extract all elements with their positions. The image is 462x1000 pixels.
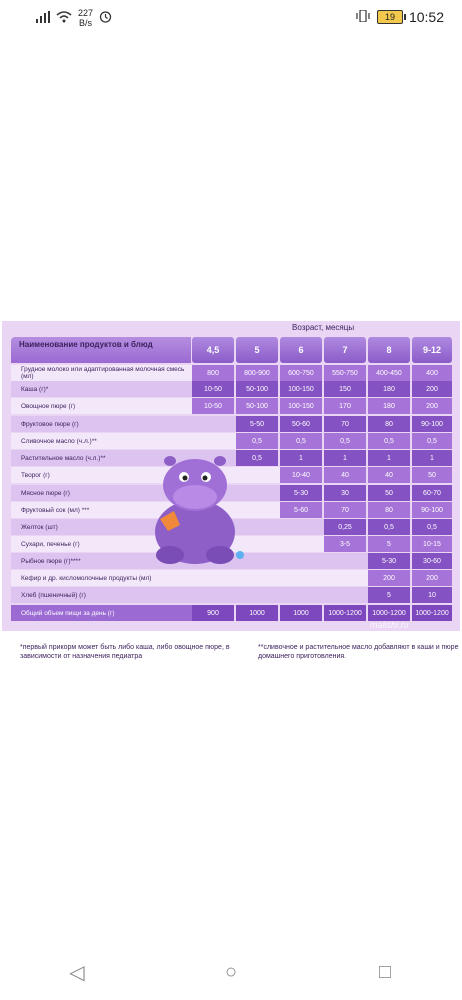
vibrate-icon	[355, 10, 371, 25]
table-cell: 1000	[280, 605, 322, 621]
row-label: Рыбное пюре (г)****	[11, 553, 368, 569]
table-cell: 0,5	[324, 433, 366, 449]
table-cell: 0,5	[236, 433, 278, 449]
table-cell: 3-5	[324, 536, 366, 552]
table-cell: 1	[412, 450, 452, 466]
table-cell: 1000-1200	[412, 605, 452, 621]
table-cell: 200	[412, 398, 452, 414]
network-speed	[78, 8, 93, 28]
table-cell: 1000	[236, 605, 278, 621]
table-cell: 1	[280, 450, 322, 466]
row-label: Грудное молоко или адаптированная молочная смесь (мл)	[11, 365, 192, 381]
age-header: 5	[236, 337, 278, 363]
table-cell: 400-450	[368, 365, 410, 381]
table-cell: 800-900	[236, 365, 278, 381]
age-header: 8	[368, 337, 410, 363]
age-label: Возраст, месяцы	[292, 323, 355, 332]
row-label: Мясное пюре (г)	[11, 485, 280, 501]
table-cell: 1	[368, 450, 410, 466]
table-cell: 550-750	[324, 365, 366, 381]
wifi-icon	[56, 11, 72, 26]
table-cell: 170	[324, 398, 366, 414]
alarm-icon	[99, 10, 112, 26]
table-cell: 30-60	[412, 553, 452, 569]
back-button[interactable]: ◁	[69, 962, 85, 984]
table-cell: 200	[412, 381, 452, 397]
table-cell: 30	[324, 485, 366, 501]
table-cell: 10-50	[192, 381, 234, 397]
navigation-bar	[0, 945, 462, 1000]
table-cell: 0,25	[324, 519, 366, 535]
row-label: Желток (шт)	[11, 519, 324, 535]
table-cell: 10-15	[412, 536, 452, 552]
row-label: Растительное масло (ч.л.)**	[11, 450, 236, 466]
table-cell: 100-150	[280, 398, 322, 414]
table-cell: 10-40	[280, 467, 322, 483]
recent-apps-button[interactable]: □	[378, 961, 392, 983]
table-cell: 180	[368, 398, 410, 414]
row-label: Хлеб (пшеничный) (г)	[11, 587, 368, 603]
table-cell: 1	[324, 450, 366, 466]
row-label: Фруктовый сок (мл) ***	[11, 502, 280, 518]
network-speed-value: 227	[78, 8, 94, 18]
table-cell: 50	[368, 485, 410, 501]
table-cell: 0,5	[280, 433, 322, 449]
row-label: Овощное пюре (г)	[11, 398, 192, 414]
table-cell: 10	[412, 587, 452, 603]
table-cell: 5-60	[280, 502, 322, 518]
table-cell: 90-100	[412, 416, 452, 432]
table-cell: 600-750	[280, 365, 322, 381]
table-cell: 1000-1200	[368, 605, 410, 621]
table-cell: 800	[192, 365, 234, 381]
table-cell: 90-100	[412, 502, 452, 518]
table-cell: 70	[324, 502, 366, 518]
table-cell: 150	[324, 381, 366, 397]
table-cell: 100-150	[280, 381, 322, 397]
table-cell: 80	[368, 502, 410, 518]
table-cell: 50-60	[280, 416, 322, 432]
network-speed-unit: B/s	[79, 18, 93, 28]
table-cell: 60-70	[412, 485, 452, 501]
table-cell: 80	[368, 416, 410, 432]
table-cell: 40	[324, 467, 366, 483]
table-cell: 900	[192, 605, 234, 621]
footnote-right: **сливочное и растительное масло добавляют в каши и пюре домашнего приготовления.	[258, 644, 459, 660]
status-time: 10:52	[408, 9, 444, 25]
watermark: malishi.ru	[370, 620, 409, 630]
table-cell: 40	[368, 467, 410, 483]
table-cell: 0,5	[368, 433, 410, 449]
row-label: Творог (г)	[11, 467, 280, 483]
row-label: Сливочное масло (ч.л.)**	[11, 433, 236, 449]
age-header: 7	[324, 337, 366, 363]
hippo-illustration	[140, 447, 250, 567]
table-header: Наименование продуктов и блюд	[11, 337, 191, 363]
table-cell: 0,5	[412, 433, 452, 449]
age-header: 9-12	[412, 337, 452, 363]
table-cell: 5-30	[280, 485, 322, 501]
footnote-left: *первый прикорм может быть либо каша, либо овощное пюре, в зависимости от назначения педиатра	[20, 644, 230, 660]
table-cell: 50-100	[236, 398, 278, 414]
row-label: Каша (г)*	[11, 381, 192, 397]
table-cell: 0,5	[412, 519, 452, 535]
age-header: 6	[280, 337, 322, 363]
row-label: Фруктовое пюре (г)	[11, 416, 236, 432]
status-right	[355, 9, 444, 25]
table-cell: 180	[368, 381, 410, 397]
table-cell: 400	[412, 365, 452, 381]
table-cell: 200	[412, 570, 452, 586]
table-cell: 50	[412, 467, 452, 483]
age-header: 4,5	[192, 337, 234, 363]
status-left	[36, 8, 112, 28]
table-cell: 50-100	[236, 381, 278, 397]
row-label: Общий объем пищи за день (г)	[11, 605, 192, 621]
table-cell: 70	[324, 416, 366, 432]
status-bar	[0, 0, 462, 36]
table-cell: 0,5	[236, 450, 278, 466]
battery-icon: 19	[377, 10, 403, 24]
home-button[interactable]: ○	[224, 961, 238, 983]
table-cell: 5	[368, 587, 410, 603]
table-cell: 200	[368, 570, 410, 586]
table-cell: 0,5	[368, 519, 410, 535]
table-cell: 5-30	[368, 553, 410, 569]
table-cell: 1000-1200	[324, 605, 366, 621]
table-cell: 10-50	[192, 398, 234, 414]
signal-icon	[36, 11, 50, 26]
row-label: Кефир и др. кисломолочные продукты (мл)	[11, 570, 368, 586]
table-cell: 5-50	[236, 416, 278, 432]
table-cell: 5	[368, 536, 410, 552]
row-label: Сухари, печенье (г)	[11, 536, 324, 552]
